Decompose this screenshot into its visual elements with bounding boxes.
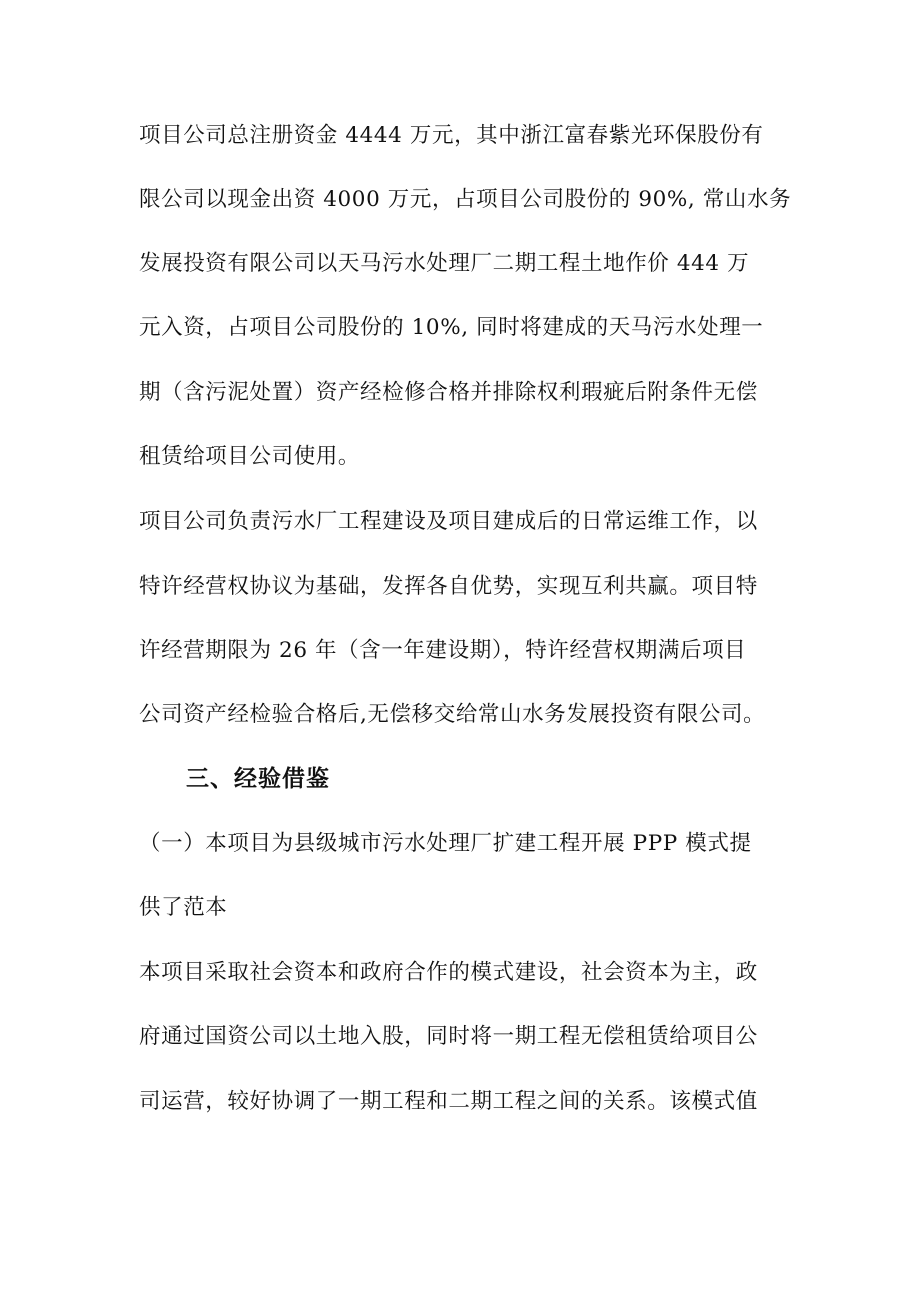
- text-line: 期（含污泥处置）资产经检修合格并排除权利瑕疵后附条件无偿: [139, 380, 758, 405]
- text-line: 府通过国资公司以土地入股，同时将一期工程无偿租赁给项目公: [139, 1024, 758, 1049]
- text-line: 租赁给项目公司使用。: [139, 444, 361, 469]
- text-line: 项目公司总注册资金 4444 万元，其中浙江富春紫光环保股份有: [139, 123, 764, 148]
- text-line: 本项目采取社会资本和政府合作的模式建设，社会资本为主，政: [139, 960, 758, 985]
- text-line: 元入资，占项目公司股份的 10%, 同时将建成的天马污水处理一: [139, 315, 764, 340]
- text-line: （一）本项目为县级城市污水处理厂扩建工程开展 PPP 模式提: [139, 831, 752, 856]
- text-line: 供了范本: [139, 895, 228, 920]
- section-heading: 三、经验借鉴: [186, 766, 330, 792]
- text-line: 特许经营权协议为基础，发挥各自优势，实现互利共赢。项目特: [139, 574, 758, 599]
- text-line: 公司资产经检验合格后,无偿移交给常山水务发展投资有限公司。: [139, 702, 766, 727]
- text-line: 司运营，较好协调了一期工程和二期工程之间的关系。该模式值: [139, 1089, 758, 1114]
- text-line: 项目公司负责污水厂工程建设及项目建成后的日常运维工作，以: [139, 509, 758, 534]
- text-line: 限公司以现金出资 4000 万元，占项目公司股份的 90%, 常山水务: [139, 187, 792, 212]
- text-line: 发展投资有限公司以天马污水处理厂二期工程土地作价 444 万: [139, 251, 750, 276]
- text-line: 许经营期限为 26 年（含一年建设期），特许经营权期满后项目: [139, 638, 747, 663]
